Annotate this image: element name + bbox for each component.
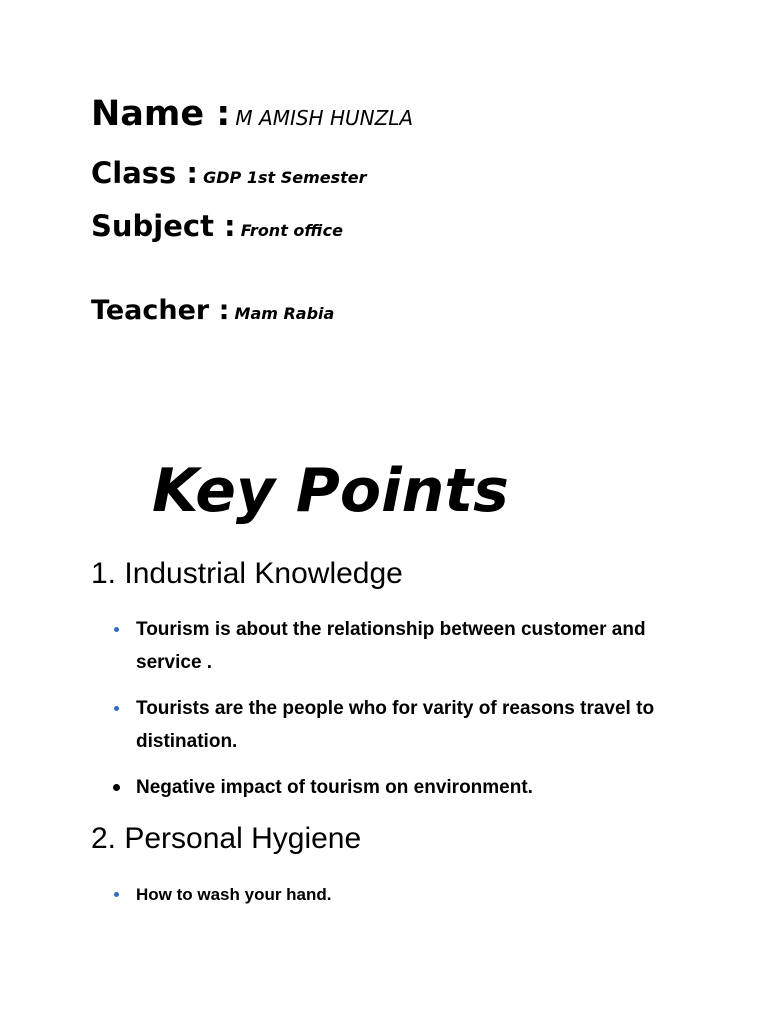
list-item [110, 613, 700, 679]
section-heading-personal-hygiene: 2. Personal Hygiene [91, 822, 362, 855]
bullet-icon [114, 892, 119, 897]
subject-value: Front office [240, 221, 343, 240]
list-item-text: How to wash your hand. [136, 885, 332, 904]
class-field [91, 156, 367, 190]
subject-field [91, 209, 343, 243]
name-value: M AMISH HUNZLA [235, 106, 414, 130]
bullet-icon [114, 627, 119, 632]
teacher-field [91, 295, 334, 326]
class-label: Class : [91, 156, 199, 190]
teacher-label: Teacher : [91, 295, 230, 326]
bullet-list-personal-hygiene [110, 878, 700, 924]
list-item-text: Tourists are the people who for varity of reasons travel to distination. [136, 698, 655, 752]
bullet-icon [114, 706, 119, 711]
list-item-text: Tourism is about the relationship between customer and service . [136, 619, 646, 673]
bullet-icon [113, 784, 120, 791]
list-item [110, 692, 700, 758]
list-item [110, 771, 700, 804]
bullet-list-industrial-knowledge [110, 613, 700, 817]
name-field [91, 94, 413, 134]
name-label: Name : [91, 94, 231, 134]
section-heading-industrial-knowledge: 1. Industrial Knowledge [91, 557, 403, 590]
teacher-value: Mam Rabia [234, 304, 335, 323]
class-value: GDP 1st Semester [203, 168, 367, 187]
list-item [110, 878, 700, 911]
page-title: Key Points [152, 456, 509, 526]
list-item-text: Negative impact of tourism on environment. [136, 777, 533, 798]
subject-label: Subject : [91, 209, 236, 243]
